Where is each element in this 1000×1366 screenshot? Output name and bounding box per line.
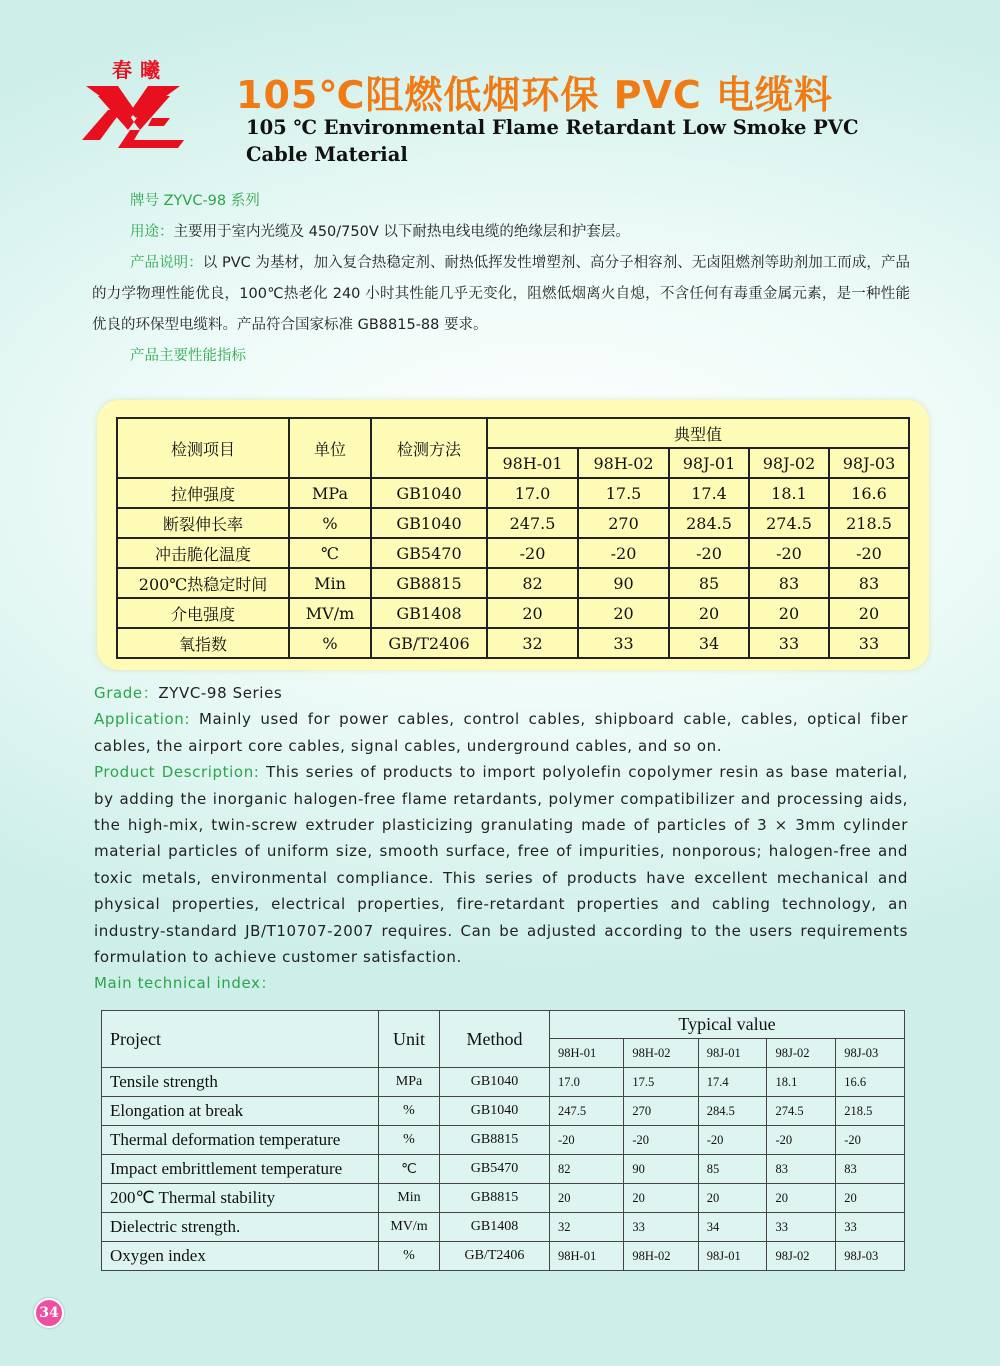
table-cell-value: 20 — [829, 598, 909, 628]
en-model-header: 98J-01 — [698, 1039, 767, 1068]
cn-spec-table — [116, 417, 910, 659]
table-cell-value: 32 — [487, 628, 578, 658]
table-cell-value: 17.5 — [578, 478, 669, 508]
table-cell-value: 33 — [578, 628, 669, 658]
table-cell-value: 83 — [767, 1155, 836, 1184]
table-cell-value: 20 — [669, 598, 749, 628]
table-cell-value: 20 — [487, 598, 578, 628]
table-cell-value: 98J-01 — [698, 1242, 767, 1271]
table-cell-value: -20 — [487, 538, 578, 568]
cn-usage: 用途：主要用于室内光缆及 450/750V 以下耐热电线电缆的绝缘层和护套层。 — [130, 224, 630, 240]
table-cell-value: 32 — [550, 1213, 624, 1242]
table-cell-label: 200℃ Thermal stability — [102, 1184, 379, 1213]
table-cell-value: 270 — [578, 508, 669, 538]
table-cell-value: 33 — [829, 628, 909, 658]
table-cell-value: 83 — [749, 568, 829, 598]
en-table-row — [102, 1068, 905, 1097]
table-cell-unit: MV/m — [289, 598, 371, 628]
table-cell-unit: ℃ — [379, 1155, 440, 1184]
table-cell-label: Tensile strength — [102, 1068, 379, 1097]
en-model-header: 98J-03 — [836, 1039, 905, 1068]
table-cell-value: 16.6 — [829, 478, 909, 508]
table-cell-value: 17.0 — [550, 1068, 624, 1097]
table-cell-value: 20 — [578, 598, 669, 628]
table-cell-label: 冲击脆化温度 — [117, 538, 289, 568]
table-cell-method: GB1040 — [371, 508, 487, 538]
cn-header-method: 检测方法 — [371, 418, 487, 478]
page-title-en: 105 ℃ Environmental Flame Retardant Low Smoke PVC Cable Material — [246, 116, 859, 166]
table-cell-value: 218.5 — [836, 1097, 905, 1126]
table-cell-label: 氧指数 — [117, 628, 289, 658]
table-cell-unit: Min — [379, 1184, 440, 1213]
table-cell-value: 82 — [487, 568, 578, 598]
table-cell-unit: Min — [289, 568, 371, 598]
table-cell-method: GB1408 — [440, 1213, 550, 1242]
en-application: Application: Mainly used for power cables, control cables, shipboard cable, cables, optical fiber cables, the airport core cables, signal cables, underground cables, and so on. — [94, 710, 908, 755]
table-cell-value: 98J-03 — [836, 1242, 905, 1271]
en-header-typical: Typical value — [550, 1011, 905, 1039]
table-cell-value: 33 — [624, 1213, 698, 1242]
table-cell-value: -20 — [749, 538, 829, 568]
table-cell-value: 20 — [749, 598, 829, 628]
en-table-row — [102, 1155, 905, 1184]
table-cell-method: GB5470 — [371, 538, 487, 568]
en-spec-table — [101, 1010, 905, 1271]
page-number-badge: 34 — [34, 1298, 64, 1328]
cn-grade: 牌号 ZYVC-98 系列 — [130, 193, 260, 209]
table-cell-value: 33 — [836, 1213, 905, 1242]
table-cell-value: 18.1 — [749, 478, 829, 508]
table-cell-label: Elongation at break — [102, 1097, 379, 1126]
cn-model-header: 98H-02 — [578, 448, 669, 478]
table-cell-value: 17.5 — [624, 1068, 698, 1097]
table-cell-value: -20 — [836, 1126, 905, 1155]
table-cell-unit: ℃ — [289, 538, 371, 568]
table-cell-method: GB/T2406 — [371, 628, 487, 658]
table-cell-label: 拉伸强度 — [117, 478, 289, 508]
table-cell-unit: MV/m — [379, 1213, 440, 1242]
cn-header-item: 检测项目 — [117, 418, 289, 478]
table-cell-label: Thermal deformation temperature — [102, 1126, 379, 1155]
en-description — [94, 680, 908, 997]
cn-table-body — [117, 478, 909, 658]
table-cell-value: 247.5 — [550, 1097, 624, 1126]
table-cell-unit: % — [289, 628, 371, 658]
cn-description — [92, 186, 910, 372]
cn-index-label: 产品主要性能指标 — [130, 348, 246, 364]
en-table-row — [102, 1184, 905, 1213]
table-cell-value: 34 — [698, 1213, 767, 1242]
table-cell-method: GB1040 — [440, 1097, 550, 1126]
table-cell-value: 274.5 — [767, 1097, 836, 1126]
cn-product-desc: 产品说明：以 PVC 为基材，加入复合热稳定剂、耐热低挥发性增塑剂、高分子相容剂、无卤阻燃剂等助剂加工而成，产品的力学物理性能优良，100℃热老化 240 小时其性能几乎无变化，阻燃低烟离火自熄，不含任何有毒重金属元素，是一种性能优良的环保型电缆料。产品符合国家标准 GB8815-88 要求。 — [92, 255, 910, 333]
table-cell-value: 270 — [624, 1097, 698, 1126]
table-cell-method: GB/T2406 — [440, 1242, 550, 1271]
table-cell-value: 85 — [698, 1155, 767, 1184]
cn-model-header: 98J-01 — [669, 448, 749, 478]
en-table-row — [102, 1242, 905, 1271]
table-cell-method: GB8815 — [440, 1184, 550, 1213]
table-cell-value: -20 — [669, 538, 749, 568]
table-cell-value: -20 — [767, 1126, 836, 1155]
table-cell-label: Dielectric strength. — [102, 1213, 379, 1242]
table-cell-value: 20 — [698, 1184, 767, 1213]
table-cell-value: 17.4 — [669, 478, 749, 508]
en-model-header: 98H-02 — [624, 1039, 698, 1068]
en-model-header: 98J-02 — [767, 1039, 836, 1068]
cn-table-row — [117, 478, 909, 508]
table-cell-value: 284.5 — [698, 1097, 767, 1126]
table-cell-value: -20 — [829, 538, 909, 568]
table-cell-value: 20 — [836, 1184, 905, 1213]
en-grade: Grade：ZYVC-98 Series — [94, 684, 283, 702]
table-cell-method: GB1040 — [440, 1068, 550, 1097]
table-cell-value: 247.5 — [487, 508, 578, 538]
table-cell-method: GB1040 — [371, 478, 487, 508]
cn-table-row — [117, 538, 909, 568]
table-cell-value: 274.5 — [749, 508, 829, 538]
table-cell-value: 34 — [669, 628, 749, 658]
en-header-unit: Unit — [379, 1011, 440, 1068]
table-cell-unit: % — [289, 508, 371, 538]
en-table-body — [102, 1068, 905, 1271]
page-title-cn: 105℃阻燃低烟环保 PVC 电缆料 — [236, 73, 833, 117]
en-product-desc: Product Description: This series of products to import polyolefin copolymer resin as base material, by adding the inorganic halogen-free flame retardants, polymer compatibilizer and processing aids, the high-mix, twin-screw extruder plasticizing granulating made of particles of 3 × 3mm cylinder material particles of uniform size, smooth surface, free of impurities, nonporous; halogen-free and toxic metals, environmental compliance. This series of products have excellent mechanical and physical properties, electrical properties, fire-retardant properties and cabling technology, an industry-standard JB/T10707-2007 requires. Can be adjusted according to the users requirements formulation to achieve customer satisfaction. — [94, 763, 908, 967]
cn-table-row — [117, 628, 909, 658]
table-cell-unit: % — [379, 1242, 440, 1271]
table-cell-value: 33 — [767, 1213, 836, 1242]
table-cell-label: 介电强度 — [117, 598, 289, 628]
table-cell-value: 83 — [829, 568, 909, 598]
en-table-row — [102, 1097, 905, 1126]
table-cell-unit: MPa — [289, 478, 371, 508]
table-cell-label: Oxygen index — [102, 1242, 379, 1271]
table-cell-label: 断裂伸长率 — [117, 508, 289, 538]
cn-model-header: 98J-02 — [749, 448, 829, 478]
cn-table-row — [117, 598, 909, 628]
table-cell-value: 18.1 — [767, 1068, 836, 1097]
table-cell-value: 218.5 — [829, 508, 909, 538]
cn-table-row — [117, 508, 909, 538]
table-cell-value: 17.0 — [487, 478, 578, 508]
en-index-label: Main technical index： — [94, 974, 277, 993]
table-cell-value: 284.5 — [669, 508, 749, 538]
table-cell-label: 200℃热稳定时间 — [117, 568, 289, 598]
table-cell-method: GB8815 — [371, 568, 487, 598]
table-cell-value: -20 — [578, 538, 669, 568]
table-cell-value: -20 — [550, 1126, 624, 1155]
table-cell-value: 16.6 — [836, 1068, 905, 1097]
table-cell-value: 17.4 — [698, 1068, 767, 1097]
cn-header-typical: 典型值 — [487, 418, 909, 448]
table-cell-value: 20 — [550, 1184, 624, 1213]
table-cell-unit: % — [379, 1097, 440, 1126]
table-cell-value: 82 — [550, 1155, 624, 1184]
table-cell-value: 90 — [624, 1155, 698, 1184]
table-cell-value: 20 — [767, 1184, 836, 1213]
table-cell-value: 98H-02 — [624, 1242, 698, 1271]
table-cell-value: 83 — [836, 1155, 905, 1184]
table-cell-value: 90 — [578, 568, 669, 598]
brand-logo-icon — [78, 52, 188, 152]
table-cell-method: GB8815 — [440, 1126, 550, 1155]
table-cell-value: 98H-01 — [550, 1242, 624, 1271]
table-cell-value: -20 — [698, 1126, 767, 1155]
en-model-header: 98H-01 — [550, 1039, 624, 1068]
table-cell-value: -20 — [624, 1126, 698, 1155]
table-cell-value: 20 — [624, 1184, 698, 1213]
en-table-row — [102, 1126, 905, 1155]
en-table-row — [102, 1213, 905, 1242]
table-cell-method: GB1408 — [371, 598, 487, 628]
en-header-method: Method — [440, 1011, 550, 1068]
cn-model-header: 98J-03 — [829, 448, 909, 478]
cn-header-unit: 单位 — [289, 418, 371, 478]
table-cell-label: Impact embrittlement temperature — [102, 1155, 379, 1184]
table-cell-method: GB5470 — [440, 1155, 550, 1184]
en-header-project: Project — [102, 1011, 379, 1068]
cn-model-header: 98H-01 — [487, 448, 578, 478]
brand-logo-text: 春曦 — [112, 58, 168, 82]
cn-table-row — [117, 568, 909, 598]
table-cell-unit: % — [379, 1126, 440, 1155]
table-cell-value: 85 — [669, 568, 749, 598]
table-cell-unit: MPa — [379, 1068, 440, 1097]
table-cell-value: 33 — [749, 628, 829, 658]
table-cell-value: 98J-02 — [767, 1242, 836, 1271]
